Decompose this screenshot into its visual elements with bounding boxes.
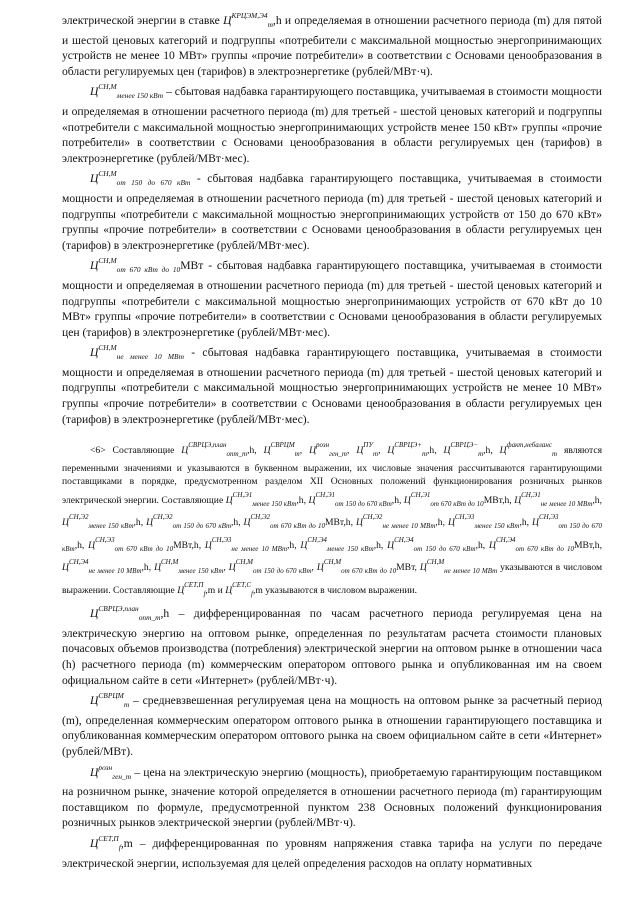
paragraph-1: электрической энергии в ставке $Ц^{КРЦЭМ,Э4}_m,h$ и определяемая в отношении расчетного периода (m) для пятой и шестой ценовых категорий и подгруппы «потребители с максимальной мощностью энергопринимающих устройств не менее 10 МВт» группы «прочие потребители» в соответствии с Основами ценообразования в области регулируемых цен (тарифов) в электроэнергетике (рублей/МВт·ч). <box>62 11 602 78</box>
paragraph-10: $Ц^{СЕТ,П}_f,m$ – дифференцированная по уровням напряжения ставка тарифа на услуги по передаче электрической энергии, используемая для целей определения расходов на оплату нормативных <box>62 833 602 870</box>
paragraph-2: $Ц^{СН,М}_{менее 150 кВт}$ – сбытовая надбавка гарантирующего поставщика, учитываемая в стоимости мощности и определяемая в отношении расчетного периода (m) для третьей - шестой ценовых категорий и подгруппы «потребители с максимальной мощностью энергопринимающих устройств менее 150 кВт» группы «прочие потребители» в соответствии с Основами ценообразования в области регулируемых цен (тарифов) в электроэнергетике (рублей/МВт·мес). <box>62 82 603 165</box>
footnote-6: <6> Составляющие $Ц^{СВРЦЭ,план}_{опт\_m},h$, $Ц^{СВРЦМ}_m$, $Ц^{розн}_{ген\_m}$, $Ц^{ПУ}_m$, $Ц^{СВРЦЭ+}_m,h$, $Ц^{СВРЦЭ-}_m,h$, $Ц^{факт,небаланс}_m$ являются переменными значениями и указываются в буквенном выражении, их числовые значения рассчитываются гарантирующими поставщиками в порядке, предусмотренном разделом XII Основных положений функционирования розничных рынков электрической энергии. Составляющие $Ц^{СН,Э1}_{менее 150 кВт},h$, $Ц^{СН,Э1}_{от 150 до 670 кВт},h$, $Ц^{СН,Э1}_{от 670 кВт до 10}МВт,h$, $Ц^{СН,Э1}_{не менее 10 МВт},h$, $Ц^{СН,Э2}_{менее 150 кВт},h$, $Ц^{СН,Э2}_{от 150 до 670 кВт},h$, $Ц^{СН,Э2}_{от 670 кВт до 10}МВт,h$, $Ц^{СН,Э2}_{не менее 10 МВт},h$, $Ц^{СН,Э3}_{менее 150 кВт},h$, $Ц^{СН,Э3}_{от 150 до 670 кВт},h$, $Ц^{СН,Э3}_{от 670 кВт до 10}МВт,h$, $Ц^{СН,Э3}_{не менее 10 МВт},h$, $Ц^{СН,Э4}_{менее 150 кВт},h$, $Ц^{СН,Э4}_{от 150 до 670 кВт},h$, $Ц^{СН,Э4}_{от 670 кВт до 10}МВт,h$, $Ц^{СН,Э4}_{не менее 10 МВт},h$, $Ц^{СН,М}_{менее 150 кВт}$, $Ц^{СН,М}_{от 150 до 670 кВт}$, $Ц^{СН,М}_{от 670 кВт до 10}МВт$, $Ц^{СН,М}_{не менее 10 МВт}$ указываются в числовом выражении. Составляющие $Ц^{СЕТ,П}_f,m$ и $Ц^{СЕТ,С}_f,m$ указываются в числовом выражении. <box>62 441 603 598</box>
paragraph-5: $Ц^{СН,М}_{не менее 10 МВт}$ - сбытовая надбавка гарантирующего поставщика, учитываемая в стоимости мощности и определяемая в отношении расчетного периода (m) для третьей - шестой ценовых категорий и подгруппы «потребители с максимальной мощностью энергопринимающих устройств не менее 10 МВт» группы «прочие потребители» в соответствии с Основами ценообразования в области регулируемых цен (тарифов) в электроэнергетике (рублей/МВт·мес). <box>62 343 602 426</box>
paragraph-9: $Ц^{розн}_{ген\_m}$ – цена на электрическую энергию (мощность), приобретаемую гарантирующим поставщиком на розничном рынке, значение которой определяется в отношении расчетного периода (m) гарантирующим поставщиком по формуле, предусмотренной пунктом 238 Основных положений функционирования розничных рынков электрической энергии (рублей/МВт·ч). <box>62 762 602 830</box>
document-page <box>62 8 602 871</box>
paragraph-7: $Ц^{СВРЦЭ,план}_{опт\_m},h$ – дифференцированная по часам расчетного периода регулируемая цена на электрическую энергию на оптовом рынке, определенная по результатам расчета стоимости плановых почасовых объемов производства (потребления) электрической энергии на оптовом рынке в отношении часа (h) расчетного периода (m) коммерческим оператором оптового рынка и опубликованная им на своем официальном сайте в сети «Интернет» (рублей/МВт·ч). <box>62 604 602 687</box>
paragraph-4: $Ц^{СН,М}_{от 670 кВт до 10}МВт$ - сбытовая надбавка гарантирующего поставщика, учитываемая в стоимости мощности и определяемая в отношении расчетного периода (m) для третьей - шестой ценовых категорий и подгруппы «потребители с максимальной мощностью энергопринимающих устройств от 670 кВт до 10 МВт» группы «прочие потребители» в соответствии с Основами ценообразования в области регулируемых цен (тарифов) в электроэнергетике (рублей/МВт·мес). <box>62 256 602 339</box>
paragraph-8: $Ц^{СВРЦМ}_m$ – средневзвешенная регулируемая цена на мощность на оптовом рынке за расчетный период (m), определенная коммерческим оператором оптового рынка в отношении гарантирующего поставщика и опубликованная коммерческим оператором оптового рынка на своем официальном сайте в сети «Интернет» (рублей/МВт). <box>62 691 602 758</box>
paragraph-3: $Ц^{СН,М}_{от 150 до 670 кВт}$ - сбытовая надбавка гарантирующего поставщика, учитываемая в стоимости мощности и определяемая в отношении расчетного периода (m) для третьей - шестой ценовых категорий и подгруппы «потребители с максимальной мощностью энергопринимающих устройств от 150 до 670 кВт» группы «прочие потребители» в соответствии с Основами ценообразования в области регулируемых цен (тарифов) в электроэнергетике (рублей/МВт·мес). <box>62 169 602 252</box>
spacer <box>62 427 602 439</box>
